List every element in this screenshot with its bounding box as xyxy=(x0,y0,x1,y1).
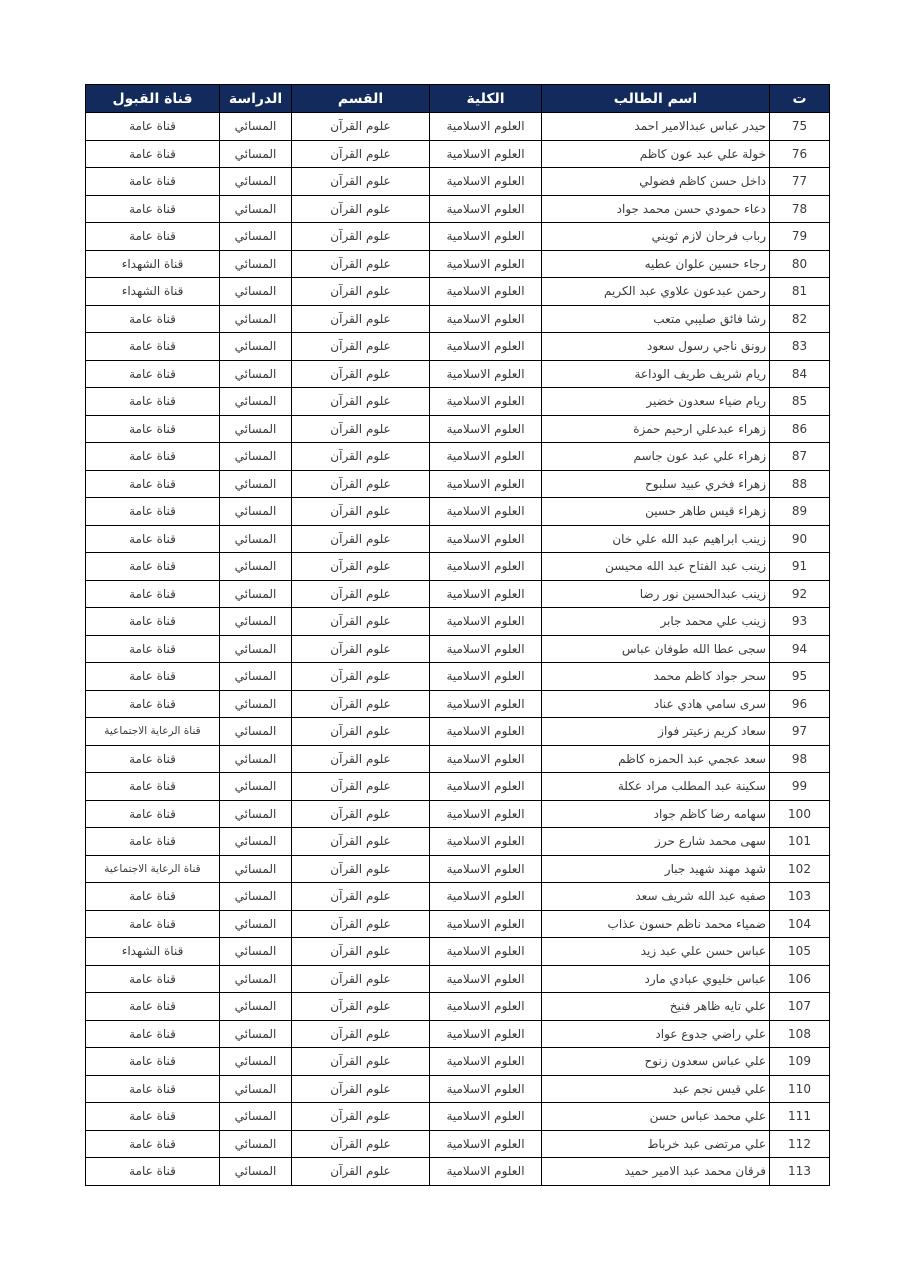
cell-index: 86 xyxy=(770,415,830,443)
cell-department: علوم القرآن xyxy=(292,883,430,911)
table-row xyxy=(86,800,830,828)
cell-student-name: سهامه رضا كاظم جواد xyxy=(542,800,770,828)
header-admission-channel: قناة القبول xyxy=(86,85,220,113)
cell-college: العلوم الاسلامية xyxy=(430,470,542,498)
cell-admission-channel: قناة عامة xyxy=(86,910,220,938)
cell-college: العلوم الاسلامية xyxy=(430,1075,542,1103)
cell-admission-channel: قناة عامة xyxy=(86,608,220,636)
cell-admission-channel: قناة الرعاية الاجتماعية xyxy=(86,855,220,883)
cell-college: العلوم الاسلامية xyxy=(430,140,542,168)
table-row xyxy=(86,278,830,306)
table-row xyxy=(86,718,830,746)
cell-student-name: زينب ابراهيم عبد الله علي خان xyxy=(542,525,770,553)
cell-department: علوم القرآن xyxy=(292,718,430,746)
cell-index: 101 xyxy=(770,828,830,856)
cell-department: علوم القرآن xyxy=(292,1158,430,1186)
cell-study-type: المسائي xyxy=(220,470,292,498)
cell-department: علوم القرآن xyxy=(292,663,430,691)
cell-department: علوم القرآن xyxy=(292,278,430,306)
table-row xyxy=(86,360,830,388)
table-row xyxy=(86,828,830,856)
cell-study-type: المسائي xyxy=(220,635,292,663)
table-row xyxy=(86,993,830,1021)
cell-college: العلوم الاسلامية xyxy=(430,608,542,636)
cell-student-name: علي مرتضى عبد خرباط xyxy=(542,1130,770,1158)
table-row xyxy=(86,223,830,251)
cell-student-name: ضمياء محمد ناظم حسون عذاب xyxy=(542,910,770,938)
cell-department: علوم القرآن xyxy=(292,635,430,663)
cell-department: علوم القرآن xyxy=(292,828,430,856)
cell-department: علوم القرآن xyxy=(292,333,430,361)
cell-department: علوم القرآن xyxy=(292,1130,430,1158)
cell-student-name: عباس خليوي عبادي مارد xyxy=(542,965,770,993)
cell-department: علوم القرآن xyxy=(292,498,430,526)
cell-admission-channel: قناة عامة xyxy=(86,690,220,718)
table-row xyxy=(86,333,830,361)
cell-department: علوم القرآن xyxy=(292,443,430,471)
table-row xyxy=(86,305,830,333)
cell-study-type: المسائي xyxy=(220,993,292,1021)
cell-admission-channel: قناة الشهداء xyxy=(86,250,220,278)
cell-index: 82 xyxy=(770,305,830,333)
cell-admission-channel: قناة عامة xyxy=(86,360,220,388)
cell-college: العلوم الاسلامية xyxy=(430,718,542,746)
cell-admission-channel: قناة عامة xyxy=(86,965,220,993)
cell-study-type: المسائي xyxy=(220,525,292,553)
cell-index: 103 xyxy=(770,883,830,911)
cell-college: العلوم الاسلامية xyxy=(430,965,542,993)
cell-student-name: علي عباس سعدون زنوح xyxy=(542,1048,770,1076)
cell-department: علوم القرآن xyxy=(292,608,430,636)
cell-study-type: المسائي xyxy=(220,910,292,938)
table-row xyxy=(86,580,830,608)
cell-index: 78 xyxy=(770,195,830,223)
table-row xyxy=(86,498,830,526)
table-row xyxy=(86,250,830,278)
cell-student-name: سعد عجمي عبد الحمزه كاظم xyxy=(542,745,770,773)
cell-admission-channel: قناة عامة xyxy=(86,745,220,773)
table-body xyxy=(86,113,830,1186)
cell-index: 111 xyxy=(770,1103,830,1131)
cell-student-name: زينب عبدالحسين نور رضا xyxy=(542,580,770,608)
cell-admission-channel: قناة عامة xyxy=(86,113,220,141)
cell-index: 102 xyxy=(770,855,830,883)
cell-college: العلوم الاسلامية xyxy=(430,690,542,718)
table-row xyxy=(86,1020,830,1048)
cell-college: العلوم الاسلامية xyxy=(430,580,542,608)
header-study-type: الدراسة xyxy=(220,85,292,113)
cell-admission-channel: قناة عامة xyxy=(86,1020,220,1048)
cell-study-type: المسائي xyxy=(220,800,292,828)
cell-department: علوم القرآن xyxy=(292,113,430,141)
cell-index: 80 xyxy=(770,250,830,278)
cell-admission-channel: قناة عامة xyxy=(86,800,220,828)
cell-admission-channel: قناة عامة xyxy=(86,168,220,196)
student-admission-table xyxy=(85,84,830,1186)
cell-admission-channel: قناة عامة xyxy=(86,883,220,911)
cell-student-name: رباب فرحان لازم ثويني xyxy=(542,223,770,251)
cell-admission-channel: قناة عامة xyxy=(86,635,220,663)
cell-study-type: المسائي xyxy=(220,168,292,196)
cell-student-name: علي تايه ظاهر فنيخ xyxy=(542,993,770,1021)
cell-study-type: المسائي xyxy=(220,663,292,691)
cell-study-type: المسائي xyxy=(220,1103,292,1131)
cell-college: العلوم الاسلامية xyxy=(430,993,542,1021)
cell-index: 87 xyxy=(770,443,830,471)
table-row xyxy=(86,553,830,581)
cell-study-type: المسائي xyxy=(220,140,292,168)
table-row xyxy=(86,1103,830,1131)
cell-admission-channel: قناة عامة xyxy=(86,663,220,691)
table-row xyxy=(86,608,830,636)
cell-index: 110 xyxy=(770,1075,830,1103)
table-row xyxy=(86,140,830,168)
table-row xyxy=(86,855,830,883)
cell-admission-channel: قناة عامة xyxy=(86,498,220,526)
cell-student-name: زينب علي محمد جابر xyxy=(542,608,770,636)
cell-student-name: فرقان محمد عبد الامير حميد xyxy=(542,1158,770,1186)
table-row xyxy=(86,415,830,443)
cell-student-name: رحمن عبدعون علاوي عبد الكريم xyxy=(542,278,770,306)
cell-department: علوم القرآن xyxy=(292,360,430,388)
cell-study-type: المسائي xyxy=(220,883,292,911)
cell-college: العلوم الاسلامية xyxy=(430,250,542,278)
cell-admission-channel: قناة عامة xyxy=(86,415,220,443)
cell-college: العلوم الاسلامية xyxy=(430,745,542,773)
cell-index: 95 xyxy=(770,663,830,691)
cell-student-name: علي قيس نجم عبد xyxy=(542,1075,770,1103)
cell-department: علوم القرآن xyxy=(292,1103,430,1131)
cell-admission-channel: قناة عامة xyxy=(86,195,220,223)
cell-student-name: رجاء حسين علوان عطيه xyxy=(542,250,770,278)
cell-study-type: المسائي xyxy=(220,195,292,223)
table-row xyxy=(86,388,830,416)
cell-study-type: المسائي xyxy=(220,718,292,746)
cell-student-name: علي محمد عباس حسن xyxy=(542,1103,770,1131)
cell-department: علوم القرآن xyxy=(292,993,430,1021)
cell-index: 96 xyxy=(770,690,830,718)
cell-study-type: المسائي xyxy=(220,498,292,526)
table-row xyxy=(86,1130,830,1158)
cell-college: العلوم الاسلامية xyxy=(430,635,542,663)
cell-student-name: صفيه عبد الله شريف سعد xyxy=(542,883,770,911)
cell-admission-channel: قناة عامة xyxy=(86,773,220,801)
cell-admission-channel: قناة عامة xyxy=(86,525,220,553)
cell-department: علوم القرآن xyxy=(292,580,430,608)
cell-study-type: المسائي xyxy=(220,113,292,141)
table-row xyxy=(86,690,830,718)
cell-index: 108 xyxy=(770,1020,830,1048)
cell-college: العلوم الاسلامية xyxy=(430,773,542,801)
cell-college: العلوم الاسلامية xyxy=(430,663,542,691)
cell-department: علوم القرآن xyxy=(292,773,430,801)
cell-admission-channel: قناة عامة xyxy=(86,470,220,498)
cell-department: علوم القرآن xyxy=(292,1020,430,1048)
cell-index: 91 xyxy=(770,553,830,581)
cell-department: علوم القرآن xyxy=(292,168,430,196)
table-row xyxy=(86,773,830,801)
cell-index: 97 xyxy=(770,718,830,746)
cell-college: العلوم الاسلامية xyxy=(430,333,542,361)
cell-index: 81 xyxy=(770,278,830,306)
cell-study-type: المسائي xyxy=(220,333,292,361)
table-row xyxy=(86,910,830,938)
table-row xyxy=(86,1075,830,1103)
cell-admission-channel: قناة عامة xyxy=(86,1158,220,1186)
cell-index: 79 xyxy=(770,223,830,251)
cell-admission-channel: قناة عامة xyxy=(86,993,220,1021)
cell-admission-channel: قناة الشهداء xyxy=(86,938,220,966)
cell-student-name: سكينة عبد المطلب مراد عكلة xyxy=(542,773,770,801)
cell-department: علوم القرآن xyxy=(292,800,430,828)
cell-index: 85 xyxy=(770,388,830,416)
cell-department: علوم القرآن xyxy=(292,388,430,416)
cell-department: علوم القرآن xyxy=(292,525,430,553)
cell-index: 107 xyxy=(770,993,830,1021)
cell-department: علوم القرآن xyxy=(292,745,430,773)
cell-study-type: المسائي xyxy=(220,553,292,581)
cell-study-type: المسائي xyxy=(220,1048,292,1076)
cell-college: العلوم الاسلامية xyxy=(430,938,542,966)
table-row xyxy=(86,443,830,471)
cell-college: العلوم الاسلامية xyxy=(430,1130,542,1158)
cell-college: العلوم الاسلامية xyxy=(430,1048,542,1076)
cell-department: علوم القرآن xyxy=(292,965,430,993)
cell-admission-channel: قناة عامة xyxy=(86,553,220,581)
cell-college: العلوم الاسلامية xyxy=(430,113,542,141)
cell-admission-channel: قناة عامة xyxy=(86,1103,220,1131)
table-row xyxy=(86,470,830,498)
cell-admission-channel: قناة عامة xyxy=(86,388,220,416)
cell-study-type: المسائي xyxy=(220,1130,292,1158)
cell-student-name: سحر جواد كاظم محمد xyxy=(542,663,770,691)
cell-admission-channel: قناة عامة xyxy=(86,333,220,361)
cell-department: علوم القرآن xyxy=(292,415,430,443)
cell-index: 75 xyxy=(770,113,830,141)
cell-college: العلوم الاسلامية xyxy=(430,828,542,856)
table-row xyxy=(86,663,830,691)
cell-student-name: داخل حسن كاظم فضولي xyxy=(542,168,770,196)
cell-study-type: المسائي xyxy=(220,415,292,443)
cell-department: علوم القرآن xyxy=(292,855,430,883)
cell-admission-channel: قناة عامة xyxy=(86,223,220,251)
cell-study-type: المسائي xyxy=(220,690,292,718)
cell-student-name: سعاد كريم زعيتر فواز xyxy=(542,718,770,746)
cell-admission-channel: قناة عامة xyxy=(86,443,220,471)
cell-student-name: علي راضي جدوع عواد xyxy=(542,1020,770,1048)
cell-department: علوم القرآن xyxy=(292,305,430,333)
cell-student-name: سجى عطا الله طوفان عباس xyxy=(542,635,770,663)
table-row xyxy=(86,168,830,196)
cell-college: العلوم الاسلامية xyxy=(430,800,542,828)
cell-index: 112 xyxy=(770,1130,830,1158)
cell-department: علوم القرآن xyxy=(292,250,430,278)
cell-study-type: المسائي xyxy=(220,223,292,251)
cell-index: 93 xyxy=(770,608,830,636)
cell-admission-channel: قناة عامة xyxy=(86,1130,220,1158)
cell-study-type: المسائي xyxy=(220,855,292,883)
cell-index: 88 xyxy=(770,470,830,498)
table-row xyxy=(86,113,830,141)
cell-student-name: زينب عبد الفتاح عبد الله محيسن xyxy=(542,553,770,581)
cell-college: العلوم الاسلامية xyxy=(430,223,542,251)
cell-index: 84 xyxy=(770,360,830,388)
cell-index: 98 xyxy=(770,745,830,773)
cell-college: العلوم الاسلامية xyxy=(430,910,542,938)
cell-admission-channel: قناة عامة xyxy=(86,828,220,856)
header-college: الكلية xyxy=(430,85,542,113)
table-row xyxy=(86,1158,830,1186)
cell-college: العلوم الاسلامية xyxy=(430,855,542,883)
cell-student-name: ريام شريف طريف الوداعة xyxy=(542,360,770,388)
cell-admission-channel: قناة عامة xyxy=(86,140,220,168)
cell-admission-channel: قناة عامة xyxy=(86,1075,220,1103)
cell-college: العلوم الاسلامية xyxy=(430,278,542,306)
cell-student-name: رونق ناجي رسول سعود xyxy=(542,333,770,361)
cell-department: علوم القرآن xyxy=(292,470,430,498)
table-row xyxy=(86,883,830,911)
cell-department: علوم القرآن xyxy=(292,1048,430,1076)
cell-admission-channel: قناة عامة xyxy=(86,1048,220,1076)
cell-department: علوم القرآن xyxy=(292,195,430,223)
cell-index: 92 xyxy=(770,580,830,608)
cell-department: علوم القرآن xyxy=(292,938,430,966)
cell-student-name: زهراء قيس طاهر حسين xyxy=(542,498,770,526)
cell-index: 94 xyxy=(770,635,830,663)
cell-college: العلوم الاسلامية xyxy=(430,195,542,223)
cell-student-name: سرى سامي هادي عناد xyxy=(542,690,770,718)
cell-college: العلوم الاسلامية xyxy=(430,498,542,526)
table-row xyxy=(86,938,830,966)
table-row xyxy=(86,965,830,993)
cell-admission-channel: قناة الرعاية الاجتماعية xyxy=(86,718,220,746)
cell-college: العلوم الاسلامية xyxy=(430,883,542,911)
cell-college: العلوم الاسلامية xyxy=(430,305,542,333)
cell-index: 113 xyxy=(770,1158,830,1186)
cell-study-type: المسائي xyxy=(220,278,292,306)
header-index: ت xyxy=(770,85,830,113)
cell-index: 100 xyxy=(770,800,830,828)
cell-student-name: زهراء علي عبد عون جاسم xyxy=(542,443,770,471)
cell-college: العلوم الاسلامية xyxy=(430,388,542,416)
cell-college: العلوم الاسلامية xyxy=(430,415,542,443)
cell-student-name: خولة علي عبد عون كاظم xyxy=(542,140,770,168)
cell-student-name: سهى محمد شارع حرز xyxy=(542,828,770,856)
cell-admission-channel: قناة عامة xyxy=(86,580,220,608)
cell-college: العلوم الاسلامية xyxy=(430,525,542,553)
cell-department: علوم القرآن xyxy=(292,223,430,251)
cell-index: 104 xyxy=(770,910,830,938)
cell-student-name: ريام ضياء سعدون خضير xyxy=(542,388,770,416)
cell-index: 106 xyxy=(770,965,830,993)
cell-department: علوم القرآن xyxy=(292,910,430,938)
cell-index: 89 xyxy=(770,498,830,526)
cell-study-type: المسائي xyxy=(220,360,292,388)
cell-college: العلوم الاسلامية xyxy=(430,168,542,196)
cell-department: علوم القرآن xyxy=(292,140,430,168)
cell-study-type: المسائي xyxy=(220,580,292,608)
cell-study-type: المسائي xyxy=(220,745,292,773)
cell-study-type: المسائي xyxy=(220,1158,292,1186)
cell-college: العلوم الاسلامية xyxy=(430,443,542,471)
header-department: القسم xyxy=(292,85,430,113)
cell-index: 105 xyxy=(770,938,830,966)
cell-index: 109 xyxy=(770,1048,830,1076)
cell-index: 99 xyxy=(770,773,830,801)
cell-admission-channel: قناة الشهداء xyxy=(86,278,220,306)
cell-study-type: المسائي xyxy=(220,608,292,636)
cell-department: علوم القرآن xyxy=(292,690,430,718)
cell-college: العلوم الاسلامية xyxy=(430,360,542,388)
cell-college: العلوم الاسلامية xyxy=(430,1020,542,1048)
table-row xyxy=(86,635,830,663)
cell-department: علوم القرآن xyxy=(292,1075,430,1103)
cell-study-type: المسائي xyxy=(220,443,292,471)
table-row xyxy=(86,525,830,553)
cell-study-type: المسائي xyxy=(220,388,292,416)
cell-index: 76 xyxy=(770,140,830,168)
table-header-row xyxy=(86,85,830,113)
cell-student-name: شهد مهند شهيد جبار xyxy=(542,855,770,883)
cell-study-type: المسائي xyxy=(220,250,292,278)
cell-study-type: المسائي xyxy=(220,965,292,993)
cell-study-type: المسائي xyxy=(220,828,292,856)
cell-index: 77 xyxy=(770,168,830,196)
cell-student-name: حيدر عباس عبدالامير احمد xyxy=(542,113,770,141)
cell-student-name: عباس حسن علي عبد زيد xyxy=(542,938,770,966)
cell-study-type: المسائي xyxy=(220,305,292,333)
cell-study-type: المسائي xyxy=(220,1020,292,1048)
cell-department: علوم القرآن xyxy=(292,553,430,581)
cell-student-name: رشا فائق صليبي متعب xyxy=(542,305,770,333)
cell-index: 83 xyxy=(770,333,830,361)
cell-study-type: المسائي xyxy=(220,938,292,966)
cell-index: 90 xyxy=(770,525,830,553)
cell-admission-channel: قناة عامة xyxy=(86,305,220,333)
cell-study-type: المسائي xyxy=(220,773,292,801)
cell-student-name: دعاء حمودي حسن محمد جواد xyxy=(542,195,770,223)
table-row xyxy=(86,1048,830,1076)
cell-student-name: زهراء فخري عبيد سلبوح xyxy=(542,470,770,498)
table-row xyxy=(86,195,830,223)
cell-study-type: المسائي xyxy=(220,1075,292,1103)
cell-student-name: زهراء عبدعلي ارحيم حمزة xyxy=(542,415,770,443)
cell-college: العلوم الاسلامية xyxy=(430,1103,542,1131)
cell-college: العلوم الاسلامية xyxy=(430,1158,542,1186)
header-student-name: اسم الطالب xyxy=(542,85,770,113)
table-row xyxy=(86,745,830,773)
cell-college: العلوم الاسلامية xyxy=(430,553,542,581)
